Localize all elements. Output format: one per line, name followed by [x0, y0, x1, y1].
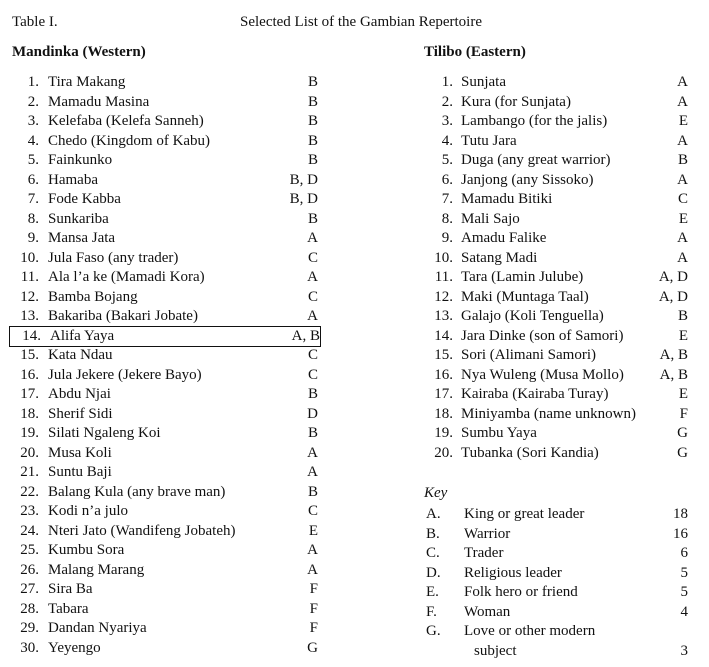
item-number: 16. — [20, 366, 39, 383]
item-category-code: G — [307, 639, 318, 656]
item-number: 18. — [434, 405, 453, 422]
list-item — [8, 502, 318, 522]
item-category-code: A — [307, 269, 318, 285]
item-category-code: A — [307, 561, 318, 578]
item-category-code: B — [307, 483, 318, 500]
item-category-code: E — [678, 327, 688, 344]
list-item — [8, 73, 318, 93]
item-number: 15. — [434, 347, 453, 363]
item-number: 13. — [20, 308, 39, 324]
item-category-code: B — [307, 425, 318, 441]
key-letter: F. — [426, 603, 437, 620]
item-category-code: A — [677, 74, 688, 90]
item-category-code: A, D — [658, 288, 688, 305]
item-name: Maki (Muntaga Taal) — [461, 288, 589, 305]
item-name: Tabara — [48, 600, 89, 617]
item-category-code: F — [309, 581, 318, 597]
item-category-code: B — [307, 132, 318, 149]
list-item — [420, 307, 688, 327]
list-item — [420, 210, 688, 230]
key-label: Trader — [464, 545, 504, 561]
item-name: Sherif Sidi — [48, 405, 113, 422]
item-name: Sira Ba — [48, 581, 93, 597]
item-category-code: A — [677, 93, 688, 110]
item-number: 9. — [27, 230, 39, 246]
item-number: 10. — [20, 249, 39, 266]
item-category-code: A, D — [658, 269, 688, 285]
item-number: 15. — [20, 347, 39, 363]
item-category-code: A — [307, 464, 318, 480]
item-category-code: B — [307, 93, 318, 110]
item-category-code: E — [678, 113, 688, 129]
item-category-code: C — [307, 249, 318, 266]
item-name: Silati Ngaleng Koi — [48, 425, 161, 441]
list-item — [8, 151, 318, 171]
item-number: 4. — [27, 132, 39, 149]
list-item — [8, 249, 318, 269]
item-category-code: B — [677, 308, 688, 324]
list-item — [8, 405, 318, 425]
item-name: Tara (Lamin Julube) — [461, 269, 584, 285]
item-name: Abdu Njai — [48, 386, 111, 402]
eastern-repertoire-list — [420, 73, 688, 463]
item-name: Suntu Baji — [48, 464, 112, 480]
item-category-code: B, D — [289, 171, 318, 188]
item-number: 24. — [20, 522, 39, 539]
list-item — [8, 366, 318, 386]
item-name: Sunjata — [461, 74, 506, 90]
list-item — [8, 619, 318, 639]
item-category-code: A — [677, 249, 688, 266]
item-name: Kata Ndau — [48, 347, 113, 363]
item-number: 17. — [20, 386, 39, 402]
key-item — [420, 544, 688, 564]
list-item — [8, 346, 318, 366]
item-name: Malang Marang — [48, 561, 145, 578]
list-item — [8, 483, 318, 503]
list-item — [420, 346, 688, 366]
highlighted-list-item — [10, 327, 320, 347]
key-label: King or great leader — [464, 506, 585, 522]
item-category-code: A, B — [659, 347, 688, 363]
item-name: Kodi n’a julo — [48, 503, 128, 519]
item-number: 27. — [20, 581, 39, 597]
item-name: Bamba Bojang — [48, 288, 138, 305]
item-name: Nteri Jato (Wandifeng Jobateh) — [48, 522, 236, 539]
item-number: 19. — [20, 425, 39, 441]
list-item — [420, 288, 688, 308]
item-name: Miniyamba (name unknown) — [461, 405, 636, 422]
list-item — [8, 385, 318, 405]
item-name: Fode Kabba — [48, 191, 121, 207]
item-category-code: E — [308, 522, 318, 539]
list-item — [420, 151, 688, 171]
list-item — [420, 132, 688, 152]
item-category-code: B — [307, 152, 318, 168]
list-item — [420, 112, 688, 132]
item-category-code: G — [677, 444, 688, 461]
key-item — [420, 505, 688, 525]
key-letter: B. — [426, 525, 440, 542]
item-number: 11. — [434, 269, 453, 285]
key-count: 5 — [680, 584, 688, 600]
key-letter: G. — [426, 623, 441, 639]
key-letter: C. — [426, 545, 440, 561]
list-item — [420, 444, 688, 464]
list-item — [420, 405, 688, 425]
list-item — [8, 639, 318, 659]
key-count: 6 — [680, 545, 688, 561]
item-category-code: A — [307, 542, 318, 558]
item-number: 29. — [20, 620, 39, 636]
item-category-code: B — [677, 152, 688, 168]
item-number: 16. — [434, 366, 453, 383]
list-item — [420, 385, 688, 405]
key-label: Woman — [464, 603, 511, 620]
item-category-code: B, D — [289, 191, 318, 207]
western-heading: Mandinka (Western) — [12, 44, 146, 60]
list-item — [420, 327, 688, 347]
item-number: 12. — [434, 288, 453, 305]
key-count: 16 — [673, 525, 688, 542]
item-name: Jula Jekere (Jekere Bayo) — [48, 366, 202, 383]
item-name: Fainkunko — [48, 152, 113, 168]
item-category-code: C — [677, 191, 688, 207]
list-item — [8, 444, 318, 464]
item-number: 9. — [441, 230, 453, 246]
key-count: 4 — [680, 603, 688, 620]
key-item — [420, 622, 688, 661]
list-item — [420, 424, 688, 444]
item-name: Musa Koli — [48, 444, 112, 461]
item-name: Nya Wuleng (Musa Mollo) — [461, 366, 624, 383]
item-category-code: B — [307, 210, 318, 227]
item-name: Jara Dinke (son of Samori) — [461, 327, 624, 344]
list-item — [420, 93, 688, 113]
item-number: 30. — [20, 639, 39, 656]
item-number: 2. — [441, 93, 453, 110]
list-item — [8, 463, 318, 483]
item-category-code: F — [679, 405, 688, 422]
item-name: Hamaba — [48, 171, 98, 188]
table-label: Table I. — [12, 14, 58, 30]
list-item — [8, 288, 318, 308]
item-number: 3. — [27, 113, 39, 129]
item-number: 26. — [20, 561, 39, 578]
item-category-code: E — [678, 386, 688, 402]
key-label: Folk hero or friend — [464, 584, 578, 600]
item-number: 20. — [434, 444, 453, 461]
item-name: Ala l’a ke (Mamadi Kora) — [48, 269, 205, 285]
item-category-code: D — [307, 405, 318, 422]
list-item — [8, 541, 318, 561]
item-category-code: A, B — [659, 366, 688, 383]
list-item — [8, 190, 318, 210]
key-letter: E. — [426, 584, 439, 600]
item-category-code: C — [307, 347, 318, 363]
list-item — [8, 522, 318, 542]
key-count: 5 — [680, 564, 688, 581]
item-name: Yeyengo — [48, 639, 101, 656]
key-label: Religious leader — [464, 564, 562, 581]
key-item — [420, 583, 688, 603]
item-name: Tubanka (Sori Kandia) — [461, 444, 599, 461]
table-title: Selected List of the Gambian Repertoire — [240, 14, 482, 30]
item-name: Kumbu Sora — [48, 542, 125, 558]
item-category-code: A — [307, 230, 318, 246]
item-name: Jula Faso (any trader) — [48, 249, 179, 266]
item-category-code: A — [307, 308, 318, 324]
item-name: Tira Makang — [48, 74, 126, 90]
item-category-code: E — [678, 210, 688, 227]
item-category-code: A — [307, 444, 318, 461]
item-name: Bakariba (Bakari Jobate) — [48, 308, 198, 324]
item-name: Satang Madi — [461, 249, 538, 266]
item-number: 14. — [434, 327, 453, 344]
list-item — [8, 424, 318, 444]
key-letter: A. — [426, 506, 441, 522]
item-name: Mamadu Bitiki — [461, 191, 553, 207]
item-name: Sunkariba — [48, 210, 109, 227]
item-number: 12. — [20, 288, 39, 305]
item-number: 19. — [434, 425, 453, 441]
item-number: 11. — [20, 269, 39, 285]
item-number: 10. — [434, 249, 453, 266]
item-name: Kura (for Sunjata) — [461, 93, 571, 110]
list-item — [420, 366, 688, 386]
item-number: 21. — [20, 464, 39, 480]
item-number: 6. — [441, 171, 453, 188]
list-item — [8, 132, 318, 152]
item-number: 8. — [27, 210, 39, 227]
list-item — [8, 561, 318, 581]
eastern-heading: Tilibo (Eastern) — [424, 44, 526, 60]
list-item — [8, 268, 318, 288]
item-number: 1. — [27, 74, 39, 90]
item-number: 8. — [441, 210, 453, 227]
list-item — [8, 93, 318, 113]
item-number: 5. — [441, 152, 453, 168]
item-name: Sori (Alimani Samori) — [461, 347, 596, 363]
item-name: Janjong (any Sissoko) — [461, 171, 594, 188]
key-label-continued: subject — [474, 642, 517, 659]
key-item — [420, 525, 688, 545]
item-number: 2. — [27, 93, 39, 110]
item-name: Chedo (Kingdom of Kabu) — [48, 132, 211, 149]
key-list — [420, 505, 688, 661]
item-number: 6. — [27, 171, 39, 188]
list-item — [8, 600, 318, 620]
item-number: 5. — [27, 152, 39, 168]
item-category-code: A — [677, 230, 688, 246]
key-count: 18 — [673, 506, 688, 522]
key-label: Warrior — [464, 525, 511, 542]
key-count: 3 — [680, 642, 688, 659]
item-name: Balang Kula (any brave man) — [48, 483, 226, 500]
item-category-code: B — [307, 386, 318, 402]
key-item — [420, 564, 688, 584]
item-number: 18. — [20, 405, 39, 422]
item-number: 28. — [20, 600, 39, 617]
item-name: Kelefaba (Kelefa Sanneh) — [48, 113, 204, 129]
item-number: 22. — [20, 483, 39, 500]
list-item — [420, 171, 688, 191]
list-item — [8, 229, 318, 249]
item-number: 7. — [441, 191, 453, 207]
list-item — [420, 73, 688, 93]
item-category-code: A, B — [291, 327, 320, 344]
item-category-code: B — [307, 74, 318, 90]
item-name: Alifa Yaya — [50, 327, 115, 344]
item-category-code: F — [309, 620, 318, 636]
key-title: Key — [424, 485, 448, 501]
list-item — [8, 210, 318, 230]
list-item — [420, 268, 688, 288]
item-name: Galajo (Koli Tenguella) — [461, 308, 604, 324]
item-category-code: C — [307, 503, 318, 519]
item-name: Tutu Jara — [461, 132, 517, 149]
list-item — [420, 249, 688, 269]
item-name: Kairaba (Kairaba Turay) — [461, 386, 609, 402]
item-category-code: C — [307, 288, 318, 305]
item-name: Mamadu Masina — [48, 93, 150, 110]
item-name: Dandan Nyariya — [48, 620, 147, 636]
item-number: 4. — [441, 132, 453, 149]
key-letter: D. — [426, 564, 441, 581]
item-number: 7. — [27, 191, 39, 207]
list-item — [8, 307, 318, 327]
item-number: 1. — [441, 74, 453, 90]
item-name: Lambango (for the jalis) — [461, 113, 608, 129]
item-number: 3. — [441, 113, 453, 129]
list-item — [420, 229, 688, 249]
item-name: Mansa Jata — [48, 230, 116, 246]
item-name: Sumbu Yaya — [461, 425, 537, 441]
item-name: Mali Sajo — [461, 210, 520, 227]
list-item — [8, 580, 318, 600]
item-name: Duga (any great warrior) — [461, 152, 611, 168]
item-number: 25. — [20, 542, 39, 558]
item-category-code: A — [677, 132, 688, 149]
item-category-code: B — [307, 113, 318, 129]
item-category-code: G — [677, 425, 688, 441]
item-number: 23. — [20, 503, 39, 519]
item-number: 14. — [22, 327, 41, 344]
item-number: 20. — [20, 444, 39, 461]
list-item — [420, 190, 688, 210]
key-label: Love or other modern — [464, 623, 596, 639]
item-number: 17. — [434, 386, 453, 402]
item-number: 13. — [434, 308, 453, 324]
list-item — [8, 171, 318, 191]
list-item — [8, 112, 318, 132]
item-category-code: C — [307, 366, 318, 383]
item-category-code: F — [309, 600, 318, 617]
western-repertoire-list — [8, 73, 318, 658]
item-category-code: A — [677, 171, 688, 188]
key-item — [420, 603, 688, 623]
item-name: Amadu Falike — [461, 230, 547, 246]
